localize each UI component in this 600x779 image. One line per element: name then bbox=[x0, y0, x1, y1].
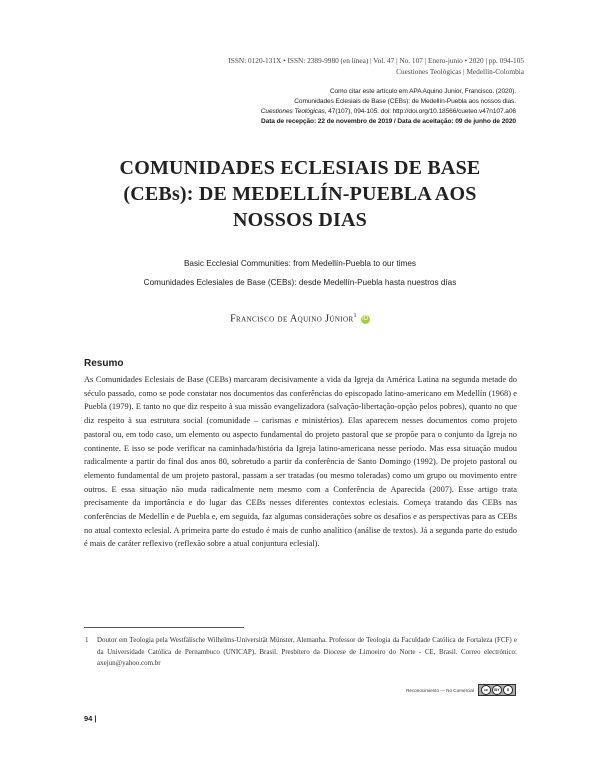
citation-line-2: Comunidades Eclesiais de Base (CEBs): de Medellín-Puebla aos nossos dias. bbox=[294, 98, 516, 105]
article-title bbox=[80, 155, 520, 233]
orcid-icon[interactable]: iD bbox=[362, 315, 369, 322]
abstract-text: As Comunidades Eclesiais de Base (CEBs) marcaram decisivamente a vida da Igreja da América Latina na segunda metade do século passado, como se pode constatar nos documentos das conferências do episcopado latino-americano em Medellín (1968) e Puebla (1979). E tanto no que diz respeito à sua missão evangelizadora (salvação-libertação-opção pelos pobres), quanto no que diz respeito à sua estrutura social (comunidade – carismas e ministérios). Elas aparecem nesses documentos como projeto pastoral ou, em todo caso, um elemento ou aspecto fundamental do projeto pastoral que se propõe para o conjunto da Igreja no continente. E isso se pode verificar na caminhada/história da Igreja latino-americana nesse período. Mas essa situação mudou radicalmente a partir do final dos anos 80, sobretudo a partir da conferência de Santo Domingo (1992). De projeto pastoral ou elemento fundamental de um projeto pastoral, passam a ser tratadas (ou mesmo toleradas) como um grupo ou movimento entre outros. E essa situação não muda radicalmente nem mesmo com a Conferência de Aparecida (2007). Esse artigo trata precisamente da importância e do lugar das CEBs nesses diferentes contextos eclesiais. Começa tratando das CEBs nas conferências de Medellín e de Puebla e, em seguida, faz algumas considerações sobre os desafios e as perspectivas para as CEBs no atual contexto eclesial. A primeira parte do estudo é mais de cunho analítico (análise de textos). Já a segunda parte do estudo é mais de caráter reflexivo (reflexão sobre a atual conjuntura eclesial). bbox=[84, 375, 517, 549]
footnote bbox=[84, 635, 517, 670]
citation-dates: Data de recepção: 22 de novembro de 2019 / Data de aceitação: 09 de junho de 2020 bbox=[260, 118, 516, 125]
journal-line: Cuestiones Teológicas | Medellín-Colombia bbox=[396, 67, 524, 76]
citation-line-1: Como citar este artículo em APA Aquino Junior, Francisco. (2020). bbox=[329, 88, 516, 95]
footnote-divider bbox=[84, 627, 244, 628]
noncommercial-icon: $ bbox=[503, 685, 513, 695]
citation-line-3 bbox=[261, 107, 516, 117]
footnote-text: Doutor em Teologia pela Westfälische Wilhelms-Universität Münster, Alemanha. Professor de Teologia da Faculdade Católica de Fortaleza (FCF) e da Universidade Católica de Pernambuco (UNICAP), Brasil. Presbítero da Diocese de Limoeiro do Norte - CE, Brasil. Correo electrónico: axejun@yahoo.com.br bbox=[97, 636, 517, 667]
title-line-2: (CEBs): DE MEDELLÍN-PUEBLA AOS bbox=[123, 183, 477, 205]
license-block bbox=[406, 684, 516, 696]
citation-journal: Cuestiones Teológicas, bbox=[260, 108, 327, 115]
title-line-1: COMUNIDADES ECLESIAIS DE BASE bbox=[119, 157, 481, 179]
title-line-3: NOSSOS DIAS bbox=[233, 209, 367, 231]
citation-block bbox=[261, 87, 516, 127]
subtitle-spanish: Comunidades Eclesiales de Base (CEBs): desde Medellín-Puebla hasta nuestros días bbox=[143, 278, 457, 287]
abstract-heading: Resumo bbox=[84, 358, 124, 369]
cc-license-badge[interactable] bbox=[478, 684, 516, 696]
footnote-number: 1 bbox=[85, 636, 89, 644]
citation-doi[interactable]: 47(107), 094-105. doi: http://doi.org/10.18566/cueteo.v47n107.a06 bbox=[326, 108, 516, 115]
author-footnote-marker[interactable]: 1 bbox=[353, 313, 357, 319]
author-line bbox=[80, 313, 520, 324]
license-text: Reconocimiento — No Comercial bbox=[406, 687, 474, 693]
attribution-icon: BY bbox=[492, 685, 502, 695]
page-number: 94 | bbox=[84, 714, 97, 723]
author-name: Francisco de Aquino Júnior bbox=[230, 313, 354, 325]
issn-line: ISSN: 0120-131X • ISSN: 2389-9980 (en línea) | Vol. 47 | No. 107 | Enero-junio • 2020 | pp. 094-105 bbox=[228, 56, 524, 65]
subtitle-english: Basic Ecclesial Communities: from Medellín-Puebla to our times bbox=[183, 259, 417, 268]
cc-icon: cc bbox=[481, 685, 491, 695]
journal-header bbox=[228, 55, 524, 77]
